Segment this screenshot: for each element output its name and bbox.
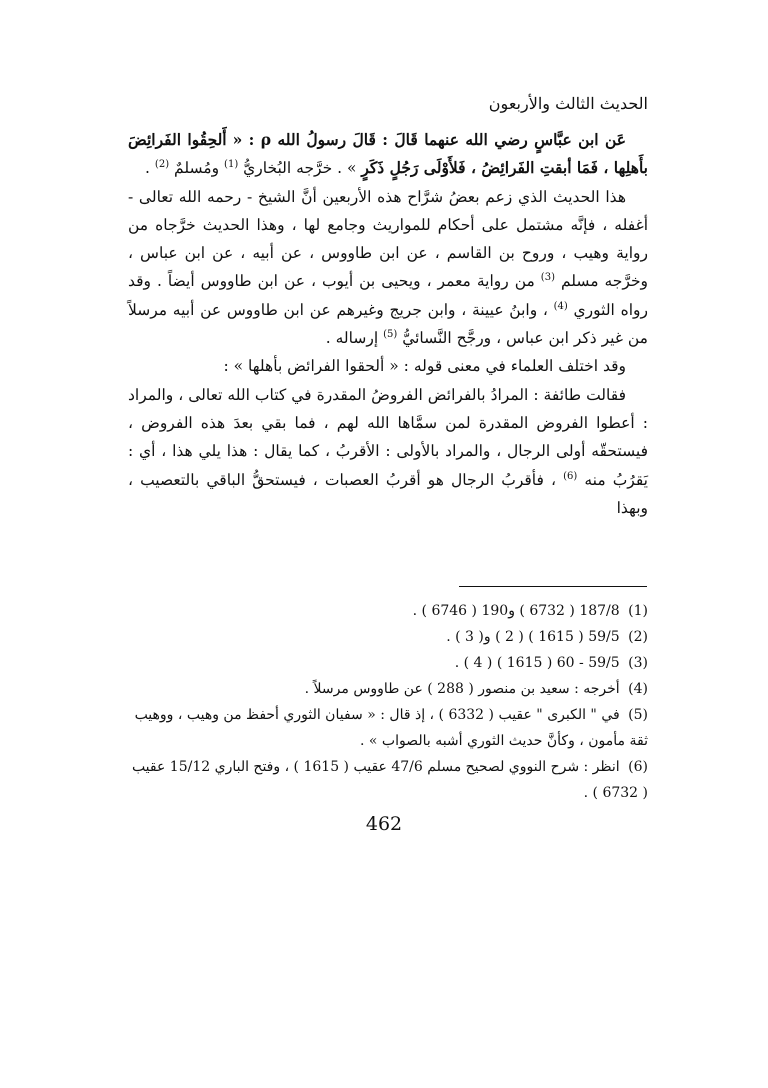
footnotes-section <box>128 598 648 806</box>
paragraph-1-part-1: هذا الحديث الذي زعم بعضُ شرَّاح هذه الأربعين أنَّ الشيخ - رحمه الله تعالى - أغفله ، فإنَّه مشتمل على أحكام للمواريث وجامع لها ، وهذا الحديث خرَّجاه من رواية وهيب ، وروح بن القاسم ، عن ابن طاووس ، عن أبيه ، عن ابن عباس ، وخرَّجه مسلم <box>128 187 649 291</box>
footnote-divider <box>459 586 647 587</box>
paragraph-1-part-2: من رواية معمر ، ويحيى بن أيوب ، عن ابن طاووس أيضاً . وقد رواه الثوري <box>128 272 648 319</box>
footnote-5 <box>128 702 648 754</box>
chapter-title: الحديث الثالث والأربعون <box>488 94 648 113</box>
paragraph-3-part-1: فقالت طائفة : المرادُ بالفرائض الفروضُ المقدرة في كتاب الله تعالى ، والمراد : أعطوا الفروض المقدرة لمن سمَّاها الله لهم ، فما بقي بعدَ هذه الفروض ، فيستحقّه أولى الرجال ، والمراد بالأولى : الأقربُ ، كما يقال : هذا يلي هذا ، أي : يَقرُبُ منه <box>128 385 648 489</box>
hadith-outro: » . خرَّجه البُخاريُّ <box>243 159 357 178</box>
hadith-muslim: ومُسلمٌ <box>174 159 220 178</box>
footnote-3 <box>128 650 648 676</box>
paragraph-1-part-3: ، وابنُ عيينة ، وابن جريج وغيرهم عن ابن طاووس عن أبيه مرسلاً من غير ذكر ابن عباس ، ورجَّح النَّسائيُّ <box>128 300 648 348</box>
footnote-number: (5) <box>628 707 648 723</box>
footnote-number: (2) <box>628 629 648 645</box>
footnote-text: انظر : شرح النووي لصحيح مسلم 47/6 عقيب ( 1615 ) ، وفتح الباري 15/12 عقيب ( 6732 ) . <box>131 759 648 801</box>
running-header <box>128 92 648 116</box>
commentary-paragraph-1 <box>128 183 648 353</box>
footnote-4 <box>128 676 648 702</box>
footnote-text: في " الكبرى " عقيب ( 6332 ) ، إذ قال : « سفيان الثوري أحفظ من وهيب ، ووهيب ثقة مأمون ، وكأنَّ حديث الثوري أشبه بالصواب » . <box>134 707 648 749</box>
commentary-paragraph-3 <box>128 381 648 522</box>
paragraph-1-part-4: إرساله . <box>325 329 379 348</box>
footnote-ref-6: (6) <box>563 470 578 482</box>
hadith-end: . <box>145 159 150 178</box>
footnote-number: (3) <box>628 655 648 671</box>
footnote-text: 187/8 ( 6732 ) و190 ( 6746 ) . <box>412 603 620 619</box>
footnote-number: (1) <box>628 603 648 619</box>
footnote-ref-4: (4) <box>553 300 568 312</box>
footnote-ref-2: (2) <box>154 159 170 171</box>
hadith-intro: عَن ابن عبَّاسٍ رضي الله عنهما قَالَ : قَالَ رسولُ الله ρ : « <box>232 130 627 149</box>
hadith-quote: أَلحِقُوا الفَرائِضَ بأَهلِها ، فَمَا أبقتِ الفَرائِضُ ، فَلأَوْلَى رَجُلٍ ذَكَرٍ <box>128 130 648 178</box>
footnote-2 <box>128 624 648 650</box>
footnote-number: (6) <box>628 759 648 775</box>
paragraph-2-text: وقد اختلف العلماء في معنى قوله : « ألحقوا الفرائض بأهلها » : <box>223 357 626 376</box>
paragraph-3-part-2: ، فأقربُ الرجال هو أقربُ العصبات ، فيستحقُّ الباقي بالتعصيب ، وبهذا <box>128 470 648 517</box>
page-number: 462 <box>365 813 403 835</box>
hadith-paragraph <box>128 126 648 183</box>
footnote-text: 59/5 - 60 ( 1615 ) ( 4 ) . <box>454 655 620 671</box>
footnote-ref-5: (5) <box>383 328 398 340</box>
footnote-ref-3: (3) <box>540 272 555 284</box>
footnote-1 <box>128 598 648 624</box>
footnote-number: (4) <box>628 681 648 697</box>
footnote-ref-1: (1) <box>224 159 239 171</box>
main-text <box>128 126 648 522</box>
commentary-paragraph-2 <box>128 352 648 380</box>
footnote-text: أخرجه : سعيد بن منصور ( 288 ) عن طاووس مرسلاً . <box>304 681 620 697</box>
footnote-6 <box>128 754 648 806</box>
footnote-text: 59/5 ( 1615 ) ( 2 ) و( 3 ) . <box>446 629 620 645</box>
